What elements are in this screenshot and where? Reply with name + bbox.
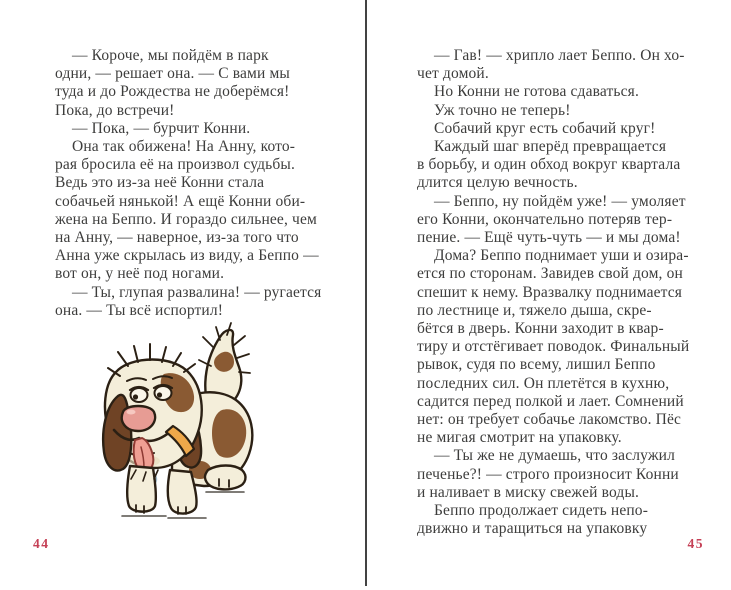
dog-rear-paw xyxy=(205,466,246,490)
text-line: садится перед полкой и лает. Сомнений xyxy=(417,392,684,410)
text-line: она. — Ты всё испортил! xyxy=(55,301,224,319)
text-line: спешит к нему. Вразвалку поднимается xyxy=(417,283,683,301)
text-line: — Пока, — бурчит Конни. xyxy=(72,119,251,137)
page-number-left: 44 xyxy=(33,536,50,551)
paragraph xyxy=(417,138,703,193)
text-line: в борьбу, и один обход вокруг квартала xyxy=(417,156,681,174)
text-line: Собачий круг есть собачий круг! xyxy=(434,119,656,137)
paragraph xyxy=(417,247,703,447)
shaggy-dog-drawing xyxy=(78,320,262,522)
text-line: печенье?! — строго произносит Конни xyxy=(417,465,679,483)
paragraph xyxy=(417,120,703,138)
page-right xyxy=(367,0,731,590)
paragraph xyxy=(417,47,703,83)
text-line: пение. — Ещё чуть-чуть — и мы дома! xyxy=(417,229,681,247)
page-right-text-column xyxy=(417,47,703,538)
text-line: по лестнице и, тяжело дыша, скре- xyxy=(417,301,652,319)
text-line: собачьей нянькой! А ещё Конни оби- xyxy=(55,192,306,210)
dog-front-legs xyxy=(127,466,196,514)
dog-nose-icon xyxy=(122,406,155,431)
text-line: жена на Беппо. И гораздо сильнее, чем xyxy=(55,210,317,228)
text-line: бётся в дверь. Конни заходит в квар- xyxy=(417,320,664,338)
text-line: — Ты, глупая развалина! — ругается xyxy=(72,283,322,301)
text-line: Анна уже скрылась из виду, а Беппо — xyxy=(55,247,319,265)
paragraph xyxy=(417,83,703,101)
text-line: туда и до Рождества не доберёмся! xyxy=(55,83,290,101)
text-line: движно и таращиться на упаковку xyxy=(417,520,648,538)
paragraph xyxy=(55,47,339,120)
paragraph xyxy=(417,193,703,248)
dog-eye-left xyxy=(131,388,148,402)
text-line: — Ты же не думаешь, что заслужил xyxy=(434,447,676,465)
text-line: и наливает в миску свежей воды. xyxy=(417,483,640,501)
text-line: Уж точно не теперь! xyxy=(434,101,571,119)
text-line: Она так обижена! На Анну, кото- xyxy=(72,138,296,156)
text-line: рывок, судя по всему, лишил Беппо xyxy=(417,356,656,374)
text-line: чет домой. xyxy=(417,65,489,83)
text-line: одни, — решает она. — С вами мы xyxy=(55,65,290,83)
text-line: не мигая смотрит на упаковку. xyxy=(417,429,622,447)
page-left-text-column xyxy=(55,47,339,320)
dog-eye-right xyxy=(155,386,172,400)
text-line: — Гав! — хрипло лает Беппо. Он хо- xyxy=(434,47,685,64)
text-line: вот он, у неё под ногами. xyxy=(55,265,225,283)
page-left xyxy=(0,0,365,590)
text-line: Ведь это из-за неё Конни стала xyxy=(55,174,265,192)
text-line: ется по сторонам. Завидев свой дом, он xyxy=(417,265,683,283)
text-line: длится целую вечность. xyxy=(417,174,578,192)
text-line: Беппо продолжает сидеть непо- xyxy=(434,502,649,520)
paragraph xyxy=(55,284,339,320)
text-line: тиру и отстёгивает поводок. Финальный xyxy=(417,338,690,356)
text-line: его Конни, окончательно потеряв тер- xyxy=(417,210,673,228)
text-line: Пока, до встречи! xyxy=(55,101,175,119)
text-line: на Анну, — наверное, из-за того что xyxy=(55,229,299,247)
text-line: Дома? Беппо поднимает уши и озира- xyxy=(434,247,689,265)
paragraph xyxy=(55,138,339,284)
paragraph xyxy=(417,102,703,120)
paragraph xyxy=(417,502,703,538)
dog-illustration xyxy=(78,320,262,522)
text-line: — Короче, мы пойдём в парк xyxy=(72,47,269,64)
text-line: — Беппо, ну пойдём уже! — умоляет xyxy=(434,192,686,210)
text-line: Каждый шаг вперёд превращается xyxy=(434,138,667,156)
paragraph xyxy=(417,447,703,502)
page-number-right: 45 xyxy=(687,536,704,551)
text-line: последних сил. Он плетётся в кухню, xyxy=(417,374,670,392)
text-line: Но Конни не готова сдаваться. xyxy=(434,83,639,101)
paragraph xyxy=(55,120,339,138)
text-line: нет: он требует собачье лакомство. Пёс xyxy=(417,411,682,429)
text-line: рая бросила её на произвол судьбы. xyxy=(55,156,296,174)
